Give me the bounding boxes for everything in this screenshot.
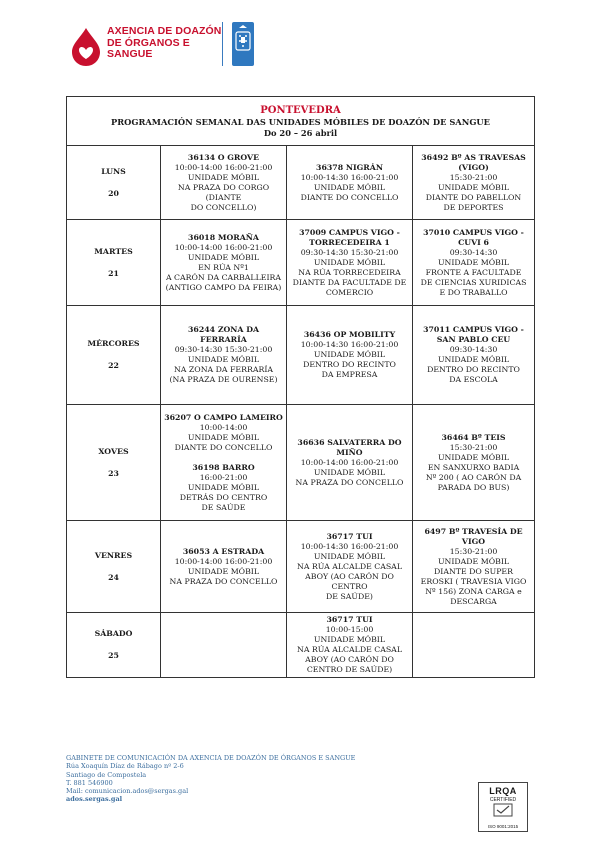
location-cell bbox=[161, 220, 287, 306]
location-cell bbox=[287, 220, 413, 306]
footer-address: Rúa Xoaquín Díaz de Rábago nº 2-6 bbox=[66, 762, 184, 771]
day-name: MÉRCORES bbox=[87, 339, 140, 348]
location-cell bbox=[161, 405, 287, 521]
cert-label: CERTIFIED bbox=[489, 797, 517, 803]
location-detail: NA ZONA DA FERRARÍA bbox=[173, 365, 274, 374]
location-detail: ABOY (AO CARÓN DO bbox=[305, 655, 394, 664]
location-detail: DIANTE DO PABELLON bbox=[425, 192, 522, 202]
location-code: 36198 BARRO bbox=[192, 462, 255, 472]
day-cell bbox=[67, 146, 161, 220]
location-detail: COMERCIO bbox=[325, 287, 374, 297]
city-title: PONTEVEDRA bbox=[260, 104, 341, 116]
location-code: 36378 NIGRÁN bbox=[316, 162, 383, 172]
location-cell bbox=[161, 613, 287, 678]
location-detail: Nº 200 ( AO CARÓN DA bbox=[425, 472, 522, 482]
day-cell bbox=[67, 405, 161, 521]
location-cell bbox=[287, 405, 413, 521]
spacer bbox=[164, 453, 283, 463]
table-title-cell bbox=[67, 97, 535, 146]
location-detail: UNIDADE MÓBIL bbox=[313, 257, 386, 267]
location-code: 36053 A ESTRADA bbox=[182, 546, 265, 556]
location-detail: DE SAÚDE bbox=[201, 502, 246, 512]
location-detail: DENTRO DO RECINTO bbox=[427, 365, 520, 374]
location-detail: UNIDADE MÓBIL bbox=[313, 635, 386, 644]
location-code: 37011 CAMPUS VIGO - SAN PABLO CEU bbox=[423, 325, 524, 344]
day-number: 25 bbox=[108, 651, 119, 660]
location-cell bbox=[413, 146, 535, 220]
day-name: VENRES bbox=[94, 550, 133, 560]
day-cell bbox=[67, 521, 161, 613]
location-code: 36018 MORAÑA bbox=[188, 232, 259, 242]
day-name: MARTES bbox=[94, 246, 133, 256]
location-detail: PARADA DO BUS) bbox=[437, 482, 510, 492]
location-detail: NA RÚA TORRECEDEIRA bbox=[298, 267, 401, 277]
location-detail: 09:30-14:30 15:30-21:00 bbox=[300, 247, 399, 257]
location-cell bbox=[287, 521, 413, 613]
location-detail: CENTRO bbox=[331, 581, 368, 591]
location-detail: NA RÚA ALCALDE CASAL bbox=[297, 645, 402, 654]
day-number: 23 bbox=[108, 468, 119, 478]
location-detail: UNIDADE MÓBIL bbox=[187, 172, 260, 182]
logo-divider bbox=[222, 22, 223, 66]
day-row bbox=[67, 613, 535, 678]
footer-office: GABINETE DE COMUNICACIÓN DA AXENCIA DE DOAZÓN DE ÓRGANOS E SANGUE bbox=[66, 754, 356, 762]
location-detail: DIANTE DO CONCELLO bbox=[174, 442, 273, 452]
location-detail: DA EMPRESA bbox=[321, 370, 378, 379]
day-row bbox=[67, 146, 535, 220]
location-detail: 10:00-14:00 bbox=[199, 422, 248, 432]
schedule-subtitle: PROGRAMACIÓN SEMANAL DAS UNIDADES MÓBILES DE DOAZÓN DE SANGUE bbox=[111, 116, 490, 127]
day-row bbox=[67, 306, 535, 405]
location-detail: DE DEPORTES bbox=[443, 202, 504, 212]
location-detail: UNIDADE MÓBIL bbox=[187, 432, 260, 442]
location-detail: DO CONCELLO) bbox=[190, 202, 257, 212]
logo-line-1: AXENCIA DE DOAZÓN bbox=[107, 25, 222, 37]
certification-mark-icon bbox=[493, 803, 513, 817]
day-row bbox=[67, 521, 535, 613]
location-detail: UNIDADE MÓBIL bbox=[187, 355, 260, 364]
location-code: 36492 Bº AS TRAVESAS (VIGO) bbox=[421, 152, 526, 172]
location-detail: EROSKI ( TRAVESIA VIGO bbox=[420, 576, 527, 586]
location-detail: UNIDADE MÓBIL bbox=[187, 482, 260, 492]
day-number: 21 bbox=[108, 268, 119, 278]
location-detail: UNIDADE MÓBIL bbox=[437, 355, 510, 364]
day-row bbox=[67, 220, 535, 306]
logo-text bbox=[107, 26, 221, 61]
location-code: 6497 Bº TRAVESÍA DE VIGO bbox=[424, 526, 523, 546]
location-detail: DETRÁS DO CENTRO bbox=[179, 492, 268, 502]
location-detail: DE CIENCIAS XURIDICAS bbox=[420, 277, 527, 287]
location-detail: UNIDADE MÓBIL bbox=[313, 350, 386, 359]
location-detail: 09:30-14:30 bbox=[449, 247, 498, 257]
location-code: 36436 OP MOBILITY bbox=[303, 330, 396, 339]
location-detail: UNIDADE MÓBIL bbox=[437, 182, 510, 192]
location-detail: DA ESCOLA bbox=[449, 375, 498, 384]
location-detail: 10:00-14:00 16:00-21:00 bbox=[174, 556, 273, 566]
location-detail: A CARÓN DA CARBALLEIRA bbox=[165, 272, 282, 282]
location-detail: NA PRAZA DO CORGO (DIANTE bbox=[177, 182, 270, 202]
location-cell bbox=[413, 220, 535, 306]
day-number: 22 bbox=[108, 361, 119, 370]
location-detail: E DO TRABALLO bbox=[439, 287, 508, 297]
xunta-galicia-emblem bbox=[232, 22, 254, 66]
location-detail: CENTRO DE SAÚDE) bbox=[306, 665, 393, 674]
location-detail: 15:30-21:00 bbox=[449, 172, 498, 182]
location-detail: 10:00-15:00 bbox=[325, 625, 374, 634]
day-cell bbox=[67, 306, 161, 405]
location-detail: UNIDADE MÓBIL bbox=[187, 252, 260, 262]
location-code: 37009 CAMPUS VIGO - TORRECEDEIRA 1 bbox=[299, 227, 400, 247]
logo-line-3: SANGUE bbox=[107, 48, 153, 60]
day-number: 24 bbox=[108, 572, 119, 582]
location-detail: DENTRO DO RECINTO bbox=[303, 360, 396, 369]
location-detail: UNIDADE MÓBIL bbox=[313, 182, 386, 192]
location-detail: UNIDADE MÓBIL bbox=[313, 467, 386, 477]
location-detail: 15:30-21:00 bbox=[449, 546, 498, 556]
location-detail: 10:00-14:30 16:00-21:00 bbox=[300, 541, 399, 551]
location-detail: 09:30-14:30 15:30-21:00 bbox=[174, 345, 273, 354]
location-code: 36717 TUI bbox=[326, 615, 373, 624]
location-detail: Nº 156) ZONA CARGA e bbox=[425, 586, 522, 596]
location-detail: FRONTE A FACULTADE bbox=[425, 267, 522, 277]
location-detail: UNIDADE MÓBIL bbox=[437, 257, 510, 267]
location-detail: EN SANXURXO BADIA bbox=[427, 462, 520, 472]
location-code: 36636 SALVATERRA DO MIÑO bbox=[297, 437, 402, 457]
location-detail: UNIDADE MÓBIL bbox=[313, 551, 386, 561]
location-code: 37010 CAMPUS VIGO - CUVI 6 bbox=[423, 227, 524, 247]
location-detail: 10:00-14:00 16:00-21:00 bbox=[300, 457, 399, 467]
location-detail: EN RÚA Nº1 bbox=[198, 262, 249, 272]
day-cell bbox=[67, 220, 161, 306]
location-detail: DIANTE DO CONCELLO bbox=[300, 192, 399, 202]
location-detail: DESCARGA bbox=[450, 596, 497, 606]
day-number: 20 bbox=[108, 188, 119, 198]
location-detail: ABOY (AO CARÓN DO bbox=[305, 571, 394, 581]
day-cell bbox=[67, 613, 161, 678]
location-code: 36717 TUI bbox=[326, 531, 373, 541]
location-detail: 10:00-14:30 16:00-21:00 bbox=[300, 340, 399, 349]
location-cell bbox=[287, 146, 413, 220]
location-code: 36207 O CAMPO LAMEIRO bbox=[164, 412, 283, 422]
location-detail: DIANTE DA FACULTADE DE bbox=[292, 277, 407, 287]
location-cell bbox=[161, 146, 287, 220]
location-detail: 09:30-14:30 bbox=[449, 345, 498, 354]
location-cell bbox=[413, 405, 535, 521]
footer-email[interactable]: Mail: comunicacion.ados@sergas.gal bbox=[66, 787, 189, 796]
location-detail: NA PRAZA DO CONCELLO bbox=[169, 576, 278, 586]
location-detail: (NA PRAZA DE OURENSE) bbox=[169, 375, 278, 384]
day-name: XOVES bbox=[98, 446, 129, 456]
location-cell bbox=[161, 306, 287, 405]
location-cell bbox=[287, 613, 413, 678]
schedule-table bbox=[66, 96, 535, 678]
footer-contact bbox=[66, 754, 355, 804]
location-detail: 10:00-14:00 16:00-21:00 bbox=[174, 242, 273, 252]
location-cell bbox=[413, 613, 535, 678]
day-name: LUNS bbox=[101, 166, 126, 176]
location-detail: DE SAÚDE) bbox=[326, 591, 373, 601]
footer-city: Santiago de Compostela bbox=[66, 770, 147, 779]
location-detail: 16:00-21:00 bbox=[199, 472, 248, 482]
logo-line-2: DE ÓRGANOS E bbox=[107, 36, 190, 49]
day-row bbox=[67, 405, 535, 521]
location-cell bbox=[413, 306, 535, 405]
day-name: SÁBADO bbox=[94, 629, 133, 638]
galicia-shield-icon bbox=[232, 22, 254, 66]
location-cell bbox=[413, 521, 535, 613]
location-detail: NA RÚA ALCALDE CASAL bbox=[297, 561, 402, 571]
location-detail: 10:00-14:00 16:00-21:00 bbox=[174, 162, 273, 172]
location-detail: DIANTE DO SUPER bbox=[434, 566, 513, 576]
cert-name: LRQA bbox=[489, 786, 517, 796]
location-detail: (ANTIGO CAMPO DA FEIRA) bbox=[165, 282, 282, 292]
location-detail: UNIDADE MÓBIL bbox=[187, 566, 260, 576]
location-code: 36134 O GROVE bbox=[187, 152, 260, 162]
location-cell bbox=[161, 521, 287, 613]
location-detail: 15:30-21:00 bbox=[449, 442, 498, 452]
location-code: 36464 Bº TEIS bbox=[441, 432, 506, 442]
location-detail: 10:00-14:30 16:00-21:00 bbox=[300, 172, 399, 182]
table-header-row bbox=[67, 97, 535, 146]
location-code: 36244 ZONA DA FERRARÍA bbox=[187, 325, 260, 344]
lrqa-certification-badge bbox=[478, 782, 528, 832]
footer-website[interactable]: ados.sergas.gal bbox=[66, 795, 123, 804]
location-detail: UNIDADE MÓBIL bbox=[437, 556, 510, 566]
date-range: Do 20 – 26 abril bbox=[263, 127, 338, 138]
blood-drop-heart-icon bbox=[66, 26, 106, 70]
footer-phone: T. 881 546900 bbox=[66, 778, 113, 787]
location-detail: NA PRAZA DO CONCELLO bbox=[295, 477, 404, 487]
location-cell bbox=[287, 306, 413, 405]
location-detail: UNIDADE MÓBIL bbox=[437, 452, 510, 462]
cert-iso: ISO 9001:2015 bbox=[487, 824, 519, 829]
